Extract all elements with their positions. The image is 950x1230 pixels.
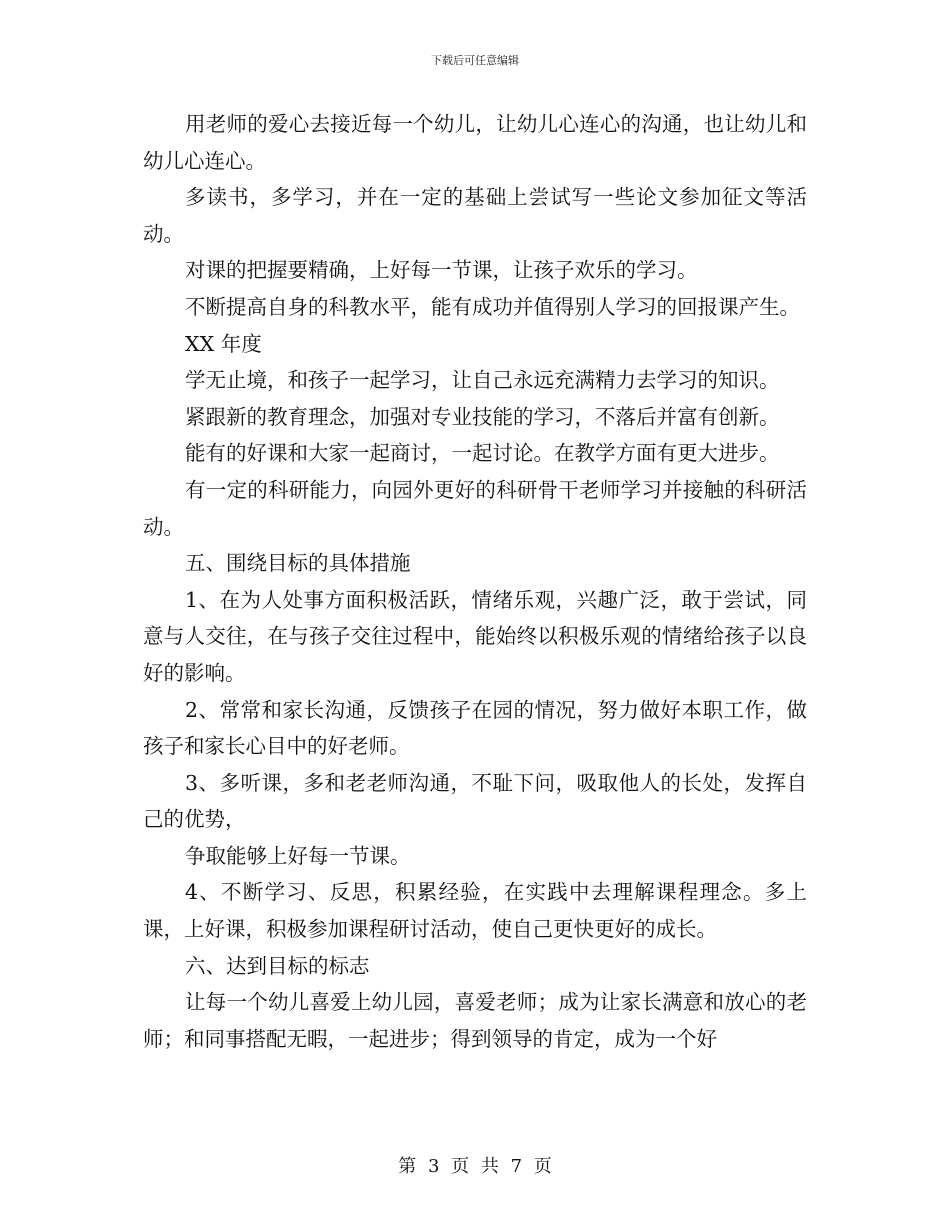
section-heading-goals: 六、达到目标的标志 (185, 953, 370, 978)
list-item: 1、在为人处事方面积极活跃，情绪乐观，兴趣广泛，敢于尝试，同意与人交往，在与孩子交往过程中，能始终以积极乐观的情绪给孩子以良好的影响。 (143, 587, 807, 685)
list-item: 3、多听课，多和老老师沟通，不耻下问，吸取他人的长处，发挥自己的优势， (143, 770, 807, 832)
list-item: 2、常常和家长沟通，反馈孩子在园的情况，努力做好本职工作，做孩子和家长心目中的好老师。 (143, 697, 807, 759)
section-heading-year: XX 年度 (185, 331, 262, 356)
page-number: 第 3 页 共 7 页 (398, 1156, 552, 1177)
paragraph: 学无止境，和孩子一起学习，让自己永远充满精力去学习的知识。 (185, 368, 780, 393)
paragraph: 紧跟新的教育理念，加强对专业技能的学习，不落后并富有创新。 (185, 404, 780, 429)
paragraph: 争取能够上好每一节课。 (185, 843, 411, 868)
page-header-note: 下载后可任意编辑 (431, 54, 519, 67)
paragraph: 多读书，多学习，并在一定的基础上尝试写一些论文参加征文等活动。 (143, 185, 807, 246)
paragraph: 有一定的科研能力，向园外更好的科研骨干老师学习并接触的科研活动。 (143, 477, 807, 539)
paragraph: 能有的好课和大家一起商讨，一起讨论。在教学方面有更大进步。 (185, 441, 780, 466)
paragraph: 不断提高自身的科教水平，能有成功并值得别人学习的回报课产生。 (185, 294, 801, 319)
section-heading-measures: 五、围绕目标的具体措施 (185, 551, 411, 576)
paragraph: 让每一个幼儿喜爱上幼儿园，喜爱老师；成为让家长满意和放心的老师；和同事搭配无暇，一起进步；得到领导的肯定，成为一个好 (143, 990, 807, 1051)
paragraph: 对课的把握要精确，上好每一节课，让孩子欢乐的学习。 (185, 258, 698, 283)
list-item: 4、不断学习、反思，积累经验，在实践中去理解课程理念。多上课，上好课，积极参加课程研讨活动，使自己更快更好的成长。 (143, 880, 807, 942)
document-body (143, 106, 807, 1057)
paragraph: 用老师的爱心去接近每一个幼儿，让幼儿心连心的沟通，也让幼儿和幼儿心连心。 (143, 112, 807, 173)
